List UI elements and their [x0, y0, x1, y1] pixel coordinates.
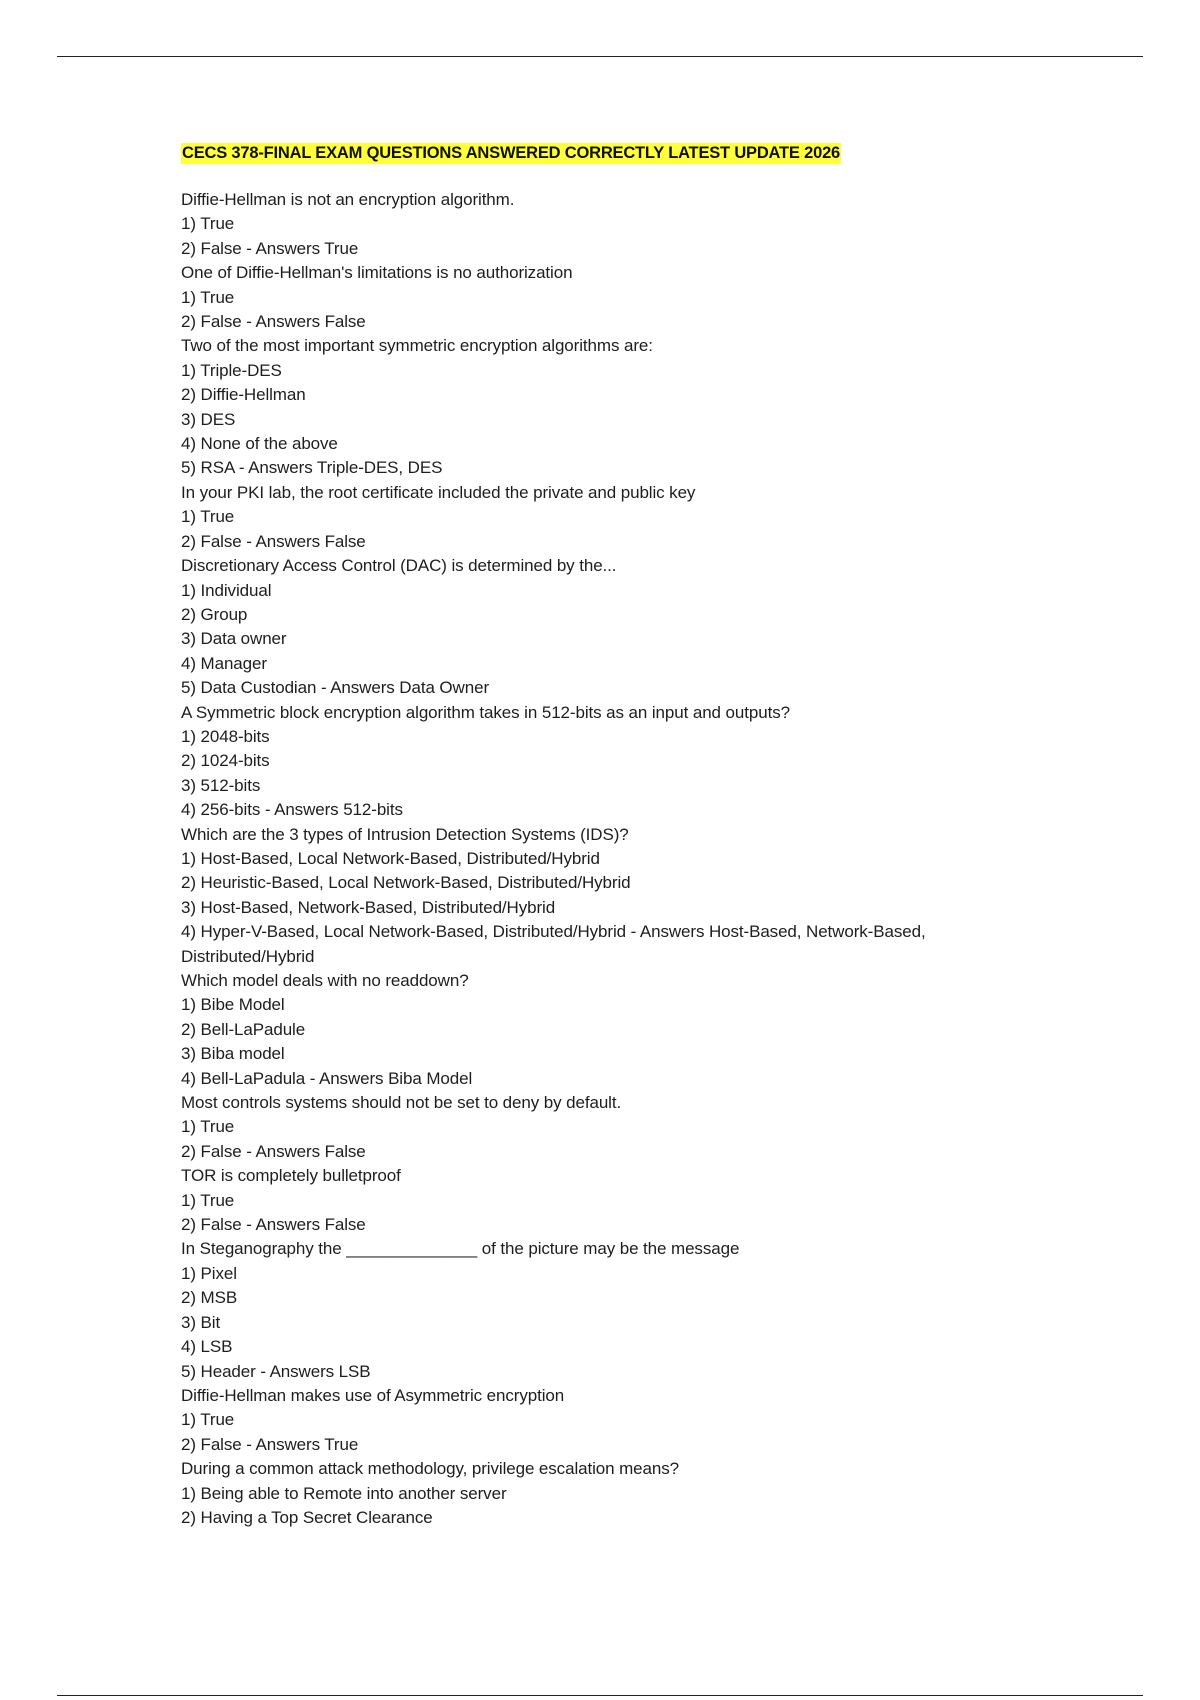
document-line: TOR is completely bulletproof	[181, 1166, 401, 1186]
document-line: 2) False - Answers False	[181, 1141, 366, 1161]
document-line: 4) Manager	[181, 653, 267, 673]
document-line: 1) Individual	[181, 580, 272, 600]
document-line: 2) MSB	[181, 1288, 238, 1308]
document-line: 4) LSB	[181, 1337, 233, 1357]
question-list	[181, 188, 1061, 1530]
document-line: A Symmetric block encryption algorithm takes in 512-bits as an input and outputs?	[181, 702, 790, 722]
document-line: 2) Bell-LaPadule	[181, 1019, 306, 1039]
document-line: Discretionary Access Control (DAC) is determined by the...	[181, 556, 617, 576]
document-line: 4) None of the above	[181, 434, 338, 454]
document-line: 3) Biba model	[181, 1044, 285, 1064]
document-title: CECS 378-FINAL EXAM QUESTIONS ANSWERED CORRECTLY LATEST UPDATE 2026	[182, 144, 841, 162]
document-line: Diffie-Hellman makes use of Asymmetric encryption	[181, 1385, 565, 1405]
document-line: 2) False - Answers True	[181, 238, 359, 258]
document-line: 2) Heuristic-Based, Local Network-Based, Distributed/Hybrid	[181, 873, 631, 893]
document-line: 2) Diffie-Hellman	[181, 385, 306, 405]
document-line: 4) Bell-LaPadula - Answers Biba Model	[181, 1068, 473, 1088]
document-line: 2) Group	[181, 604, 248, 624]
document-line: 2) False - Answers False	[181, 1215, 366, 1235]
document-line: 1) Pixel	[181, 1263, 237, 1283]
document-line: 3) 512-bits	[181, 775, 261, 795]
document-line: 2) False - Answers False	[181, 312, 366, 332]
document-line: 3) Bit	[181, 1312, 221, 1332]
document-line: 1) Bibe Model	[181, 995, 285, 1015]
document-line: 1) True	[181, 1190, 235, 1210]
document-line: In Steganography the ______________ of the picture may be the message	[181, 1239, 740, 1259]
document-line: 2) Having a Top Secret Clearance	[181, 1507, 433, 1527]
document-line: 4) 256-bits - Answers 512-bits	[181, 800, 403, 820]
document-line: One of Diffie-Hellman's limitations is no authorization	[181, 263, 573, 283]
document-line: 2) False - Answers False	[181, 531, 366, 551]
document-line: Distributed/Hybrid	[181, 946, 315, 966]
document-line: Which are the 3 types of Intrusion Detection Systems (IDS)?	[181, 824, 629, 844]
document-line: During a common attack methodology, privilege escalation means?	[181, 1459, 679, 1479]
document-line: 5) RSA - Answers Triple-DES, DES	[181, 458, 443, 478]
header-rule	[57, 56, 1143, 57]
document-line: 3) Data owner	[181, 629, 287, 649]
document-line: 4) Hyper-V-Based, Local Network-Based, Distributed/Hybrid - Answers Host-Based, Network-Based,	[181, 922, 926, 942]
document-line: 1) 2048-bits	[181, 726, 270, 746]
document-line: In your PKI lab, the root certificate included the private and public key	[181, 482, 696, 502]
document-line: 5) Header - Answers LSB	[181, 1361, 371, 1381]
document-line: 2) False - Answers True	[181, 1434, 359, 1454]
document-line: Which model deals with no readdown?	[181, 971, 469, 990]
document-line: 3) Host-Based, Network-Based, Distributed/Hybrid	[181, 897, 556, 917]
document-body	[181, 143, 1061, 1530]
document-line: Diffie-Hellman is not an encryption algorithm.	[181, 190, 515, 209]
document-line: 2) 1024-bits	[181, 751, 270, 771]
document-line: 1) Being able to Remote into another server	[181, 1483, 507, 1503]
document-line: 1) True	[181, 507, 235, 527]
document-line: 5) Data Custodian - Answers Data Owner	[181, 678, 490, 698]
footer-rule	[57, 1695, 1143, 1696]
document-line: 1) Triple-DES	[181, 360, 282, 380]
document-line: 1) True	[181, 1410, 235, 1430]
document-line: 1) True	[181, 287, 235, 307]
document-line: 3) DES	[181, 409, 236, 429]
document-line: 1) True	[181, 1117, 235, 1137]
document-line: 1) Host-Based, Local Network-Based, Distributed/Hybrid	[181, 848, 600, 868]
document-line: Two of the most important symmetric encryption algorithms are:	[181, 336, 653, 356]
document-line: Most controls systems should not be set to deny by default.	[181, 1093, 622, 1113]
document-line: 1) True	[181, 214, 235, 234]
